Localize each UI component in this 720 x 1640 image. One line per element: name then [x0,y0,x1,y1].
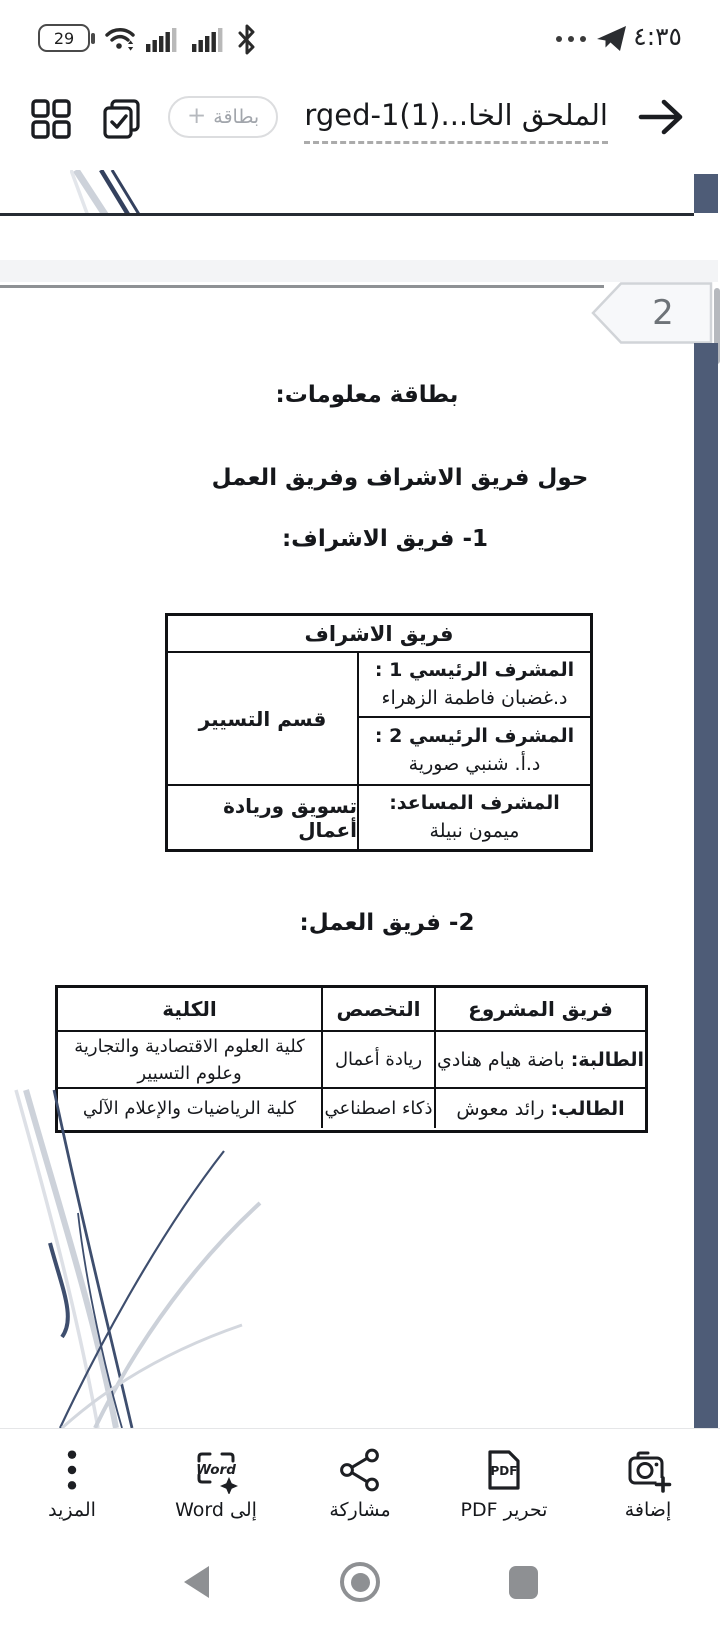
grid-view-icon[interactable] [30,98,72,140]
page-gap [0,260,718,282]
toolbar-label: إلى Word [175,1499,257,1521]
svg-text:PDF: PDF [490,1464,518,1478]
wifi-icon [104,24,136,54]
supervision-team-table [165,613,593,852]
battery-nub [91,33,96,44]
table-cell: قسم التسيير [168,653,357,786]
table-cell: تسويق وريادة أعمال [223,793,357,842]
doc-heading-about-teams: حول فريق الاشراف وفريق العمل [211,465,589,491]
battery-level: 29 [53,28,75,48]
bottom-toolbar [0,1428,720,1545]
recents-square-icon[interactable] [509,1566,538,1599]
status-bar [0,0,720,64]
svg-text:Word: Word [196,1462,236,1478]
table-row [58,1032,645,1089]
table1-department-column [168,653,357,849]
supervisor-name: د.غضبان فاطمة الزهراء [381,686,568,709]
supervisor-role: المشرف المساعد: [389,791,560,814]
column-header: الكلية [162,997,217,1021]
ellipsis-icon [556,36,586,42]
table-cell: ريادة أعمال [321,1032,434,1087]
table-cell [434,1089,645,1128]
pages-check-icon[interactable] [100,98,142,140]
table-cell: كلية العلوم الاقتصادية والتجارية وعلوم التسيير [74,1035,305,1084]
toolbar-label: إضافة [624,1499,672,1521]
card-button-label: بطاقة [213,106,260,128]
doc-heading-info-card: بطاقة معلومات: [275,382,459,408]
table1-title: فريق الاشراف [168,616,590,653]
table1-supervisors-column [357,653,590,849]
page1-bottom-rule [0,213,694,216]
doc-heading-supervision-team: 1- فريق الاشراف: [281,526,489,552]
send-icon [596,24,628,54]
table-cell: كلية الرياضيات والإعلام الآلي [82,1098,297,1119]
more-button[interactable] [0,1429,144,1545]
edit-pdf-button[interactable] [432,1429,576,1545]
document-page-view[interactable] [0,170,720,1428]
back-triangle-icon[interactable] [184,1566,209,1598]
signal-icon [146,24,180,53]
plus-icon: + [187,102,207,129]
edit-pdf-icon [480,1446,528,1494]
more-vertical-icon [49,1447,95,1493]
page1-edge-strip [694,174,718,213]
document-title[interactable]: الملحق الخا...rged-1(1) [304,98,608,144]
column-header: فريق المشروع [434,988,645,1030]
table2-header-row [58,988,645,1032]
share-button[interactable] [288,1429,432,1545]
bluetooth-icon [236,24,258,55]
table-cell [359,786,590,849]
page1-decor-lines [70,170,162,216]
page2-top-rule [0,285,604,288]
share-icon [336,1446,384,1494]
clock-time: ٤:٣٥ [633,22,682,51]
back-arrow-icon[interactable] [636,92,686,142]
table-cell [434,1032,645,1087]
page2-edge-strip [694,343,718,1428]
to-word-button[interactable] [144,1429,288,1545]
table-cell: ذكاء اصطناعي [321,1089,434,1128]
member-name: باضة هيام هنادي [437,1048,571,1071]
toolbar-label: تحرير PDF [460,1499,548,1521]
toolbar-label: مشاركة [329,1499,391,1521]
page-number-badge[interactable] [591,282,713,344]
to-word-icon [192,1446,240,1494]
table-cell [359,718,590,786]
table-cell [359,653,590,718]
android-nav-bar [0,1545,720,1640]
add-button[interactable] [576,1429,720,1545]
page-number: 2 [652,293,674,333]
supervisor-role: المشرف الرئيسي 2 : [374,725,575,748]
camera-add-icon [624,1446,672,1494]
supervisor-name: د.أ. شنبي صورية [408,753,541,775]
column-header: التخصص [321,988,434,1030]
battery-indicator [38,24,90,52]
member-label: الطالب: [550,1097,625,1120]
page2-decor-swoosh [0,1085,270,1428]
home-circle-icon[interactable] [340,1562,380,1602]
card-button[interactable] [168,96,278,138]
app-bar [0,64,720,170]
doc-heading-work-team: 2- فريق العمل: [299,910,475,936]
supervisor-role: المشرف الرئيسي 1 : [374,658,575,681]
toolbar-label: المزيد [48,1499,96,1521]
signal-icon [192,24,226,53]
supervisor-name: ميمون نبيلة [429,819,520,842]
member-label: الطالبة: [570,1048,645,1071]
member-name: رائد معوش [456,1097,551,1120]
